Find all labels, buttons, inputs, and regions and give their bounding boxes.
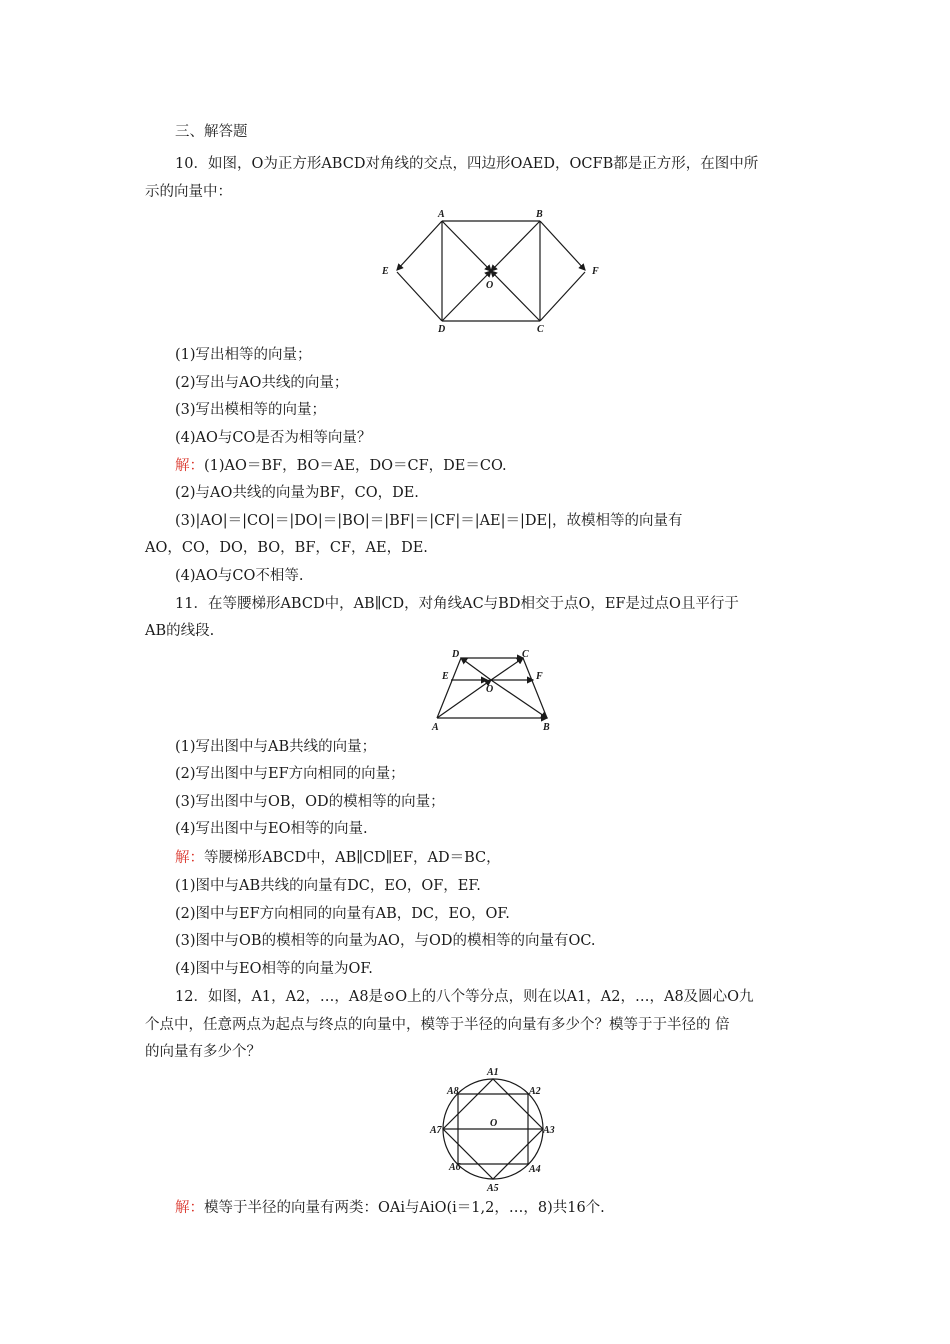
q10-part4: (4)AO与CO是否为相等向量？ bbox=[175, 430, 372, 446]
q10-stem-line1: 10．如图，O为正方形ABCD对角线的交点，四边形OAED，OCFB都是正方形，在图中所 bbox=[175, 156, 759, 172]
q11-answer-intro: 等腰梯形ABCD中，AB∥CD∥EF，AD＝BC， bbox=[204, 850, 501, 866]
q10-answer1: (1)AO＝BF，BO＝AE，DO＝CF，DE＝CO. bbox=[204, 458, 507, 474]
q10-label-a: A bbox=[438, 209, 445, 220]
q10-vector-ae bbox=[397, 221, 442, 270]
q10-label-c: C bbox=[537, 324, 544, 335]
q10-vector-bf bbox=[540, 221, 585, 270]
q10-label-o: O bbox=[486, 280, 494, 291]
q12-label-a2: A2 bbox=[529, 1086, 541, 1097]
q10-vector-co bbox=[491, 271, 540, 321]
q11-vector-od bbox=[461, 658, 491, 680]
q10-vector-ao bbox=[442, 221, 491, 271]
q10-answer4: (4)AO与CO不相等. bbox=[175, 568, 304, 584]
q11-label-f: F bbox=[536, 671, 543, 682]
q11-stem-line1: 11．在等腰梯形ABCD中，AB∥CD，对角线AC与BD相交于点O，EF是过点O且平行于 bbox=[175, 596, 739, 612]
section-title: 三、解答题 bbox=[175, 124, 248, 140]
q10-answer-label: 解： bbox=[175, 458, 204, 474]
q10-answer1-line bbox=[175, 456, 855, 476]
q10-part3: (3)写出模相等的向量； bbox=[175, 402, 327, 418]
q10-label-b: B bbox=[536, 209, 543, 220]
q12-answer-label: 解： bbox=[175, 1200, 204, 1216]
q10-answer3a: (3)|AO|＝|CO|＝|DO|＝|BO|＝|BF|＝|CF|＝|AE|＝|DE|，故模相等的向量有 bbox=[175, 513, 683, 529]
q12-answer-line bbox=[175, 1198, 855, 1218]
q11-part3: (3)写出图中与OB，OD的模相等的向量； bbox=[175, 794, 445, 810]
q11-vector-oc bbox=[491, 658, 523, 680]
q11-stem-line2: AB的线段. bbox=[145, 623, 215, 639]
q10-vector-do bbox=[442, 271, 494, 321]
q11-answer3: (3)图中与OB的模相等的向量为AO，与OD的模相等的向量有OC. bbox=[175, 933, 596, 949]
q10-stem-line2: 示的向量中： bbox=[145, 184, 232, 200]
q12-label-a8: A8 bbox=[447, 1086, 459, 1097]
q11-label-o: O bbox=[486, 684, 494, 695]
q10-label-e: E bbox=[382, 266, 389, 277]
q12-label-a6: A6 bbox=[449, 1162, 461, 1173]
q11-answer-label: 解： bbox=[175, 850, 204, 866]
q12-stem-line2: 个点中，任意两点为起点与终点的向量中，模等于半径的向量有多少个？模等于于半径的 倍 bbox=[145, 1017, 730, 1033]
q12-label-a4: A4 bbox=[529, 1164, 541, 1175]
q10-answer2: (2)与AO共线的向量为BF，CO，DE. bbox=[175, 485, 419, 501]
q12-label-a7: A7 bbox=[430, 1125, 442, 1136]
q10-segment-cf bbox=[540, 272, 585, 321]
q11-label-b: B bbox=[543, 722, 550, 733]
q11-segment-bc bbox=[523, 658, 547, 718]
q10-part2: (2)写出与AO共线的向量； bbox=[175, 375, 349, 391]
q11-answer2: (2)图中与EF方向相同的向量有AB，DC，EO，OF. bbox=[175, 906, 510, 922]
q10-label-f: F bbox=[592, 266, 599, 277]
q11-answer-intro-line bbox=[175, 848, 855, 868]
q11-vector-ob bbox=[491, 680, 547, 718]
q10-figure bbox=[380, 206, 610, 336]
q10-segment-de bbox=[397, 272, 442, 321]
q11-part2: (2)写出图中与EF方向相同的向量； bbox=[175, 766, 405, 782]
q12-label-o: O bbox=[490, 1118, 498, 1129]
q11-label-a: A bbox=[432, 722, 439, 733]
q11-part1: (1)写出图中与AB共线的向量； bbox=[175, 739, 377, 755]
q10-label-d: D bbox=[438, 324, 446, 335]
q11-answer4: (4)图中与EO相等的向量为OF. bbox=[175, 961, 373, 977]
q11-label-e: E bbox=[442, 671, 449, 682]
q12-label-a1: A1 bbox=[487, 1067, 499, 1078]
q12-label-a3: A3 bbox=[543, 1125, 555, 1136]
q12-label-a5: A5 bbox=[487, 1183, 499, 1194]
q11-label-d: D bbox=[452, 649, 460, 660]
q11-part4: (4)写出图中与EO相等的向量. bbox=[175, 821, 368, 837]
q12-answer1: 模等于半径的向量有两类：OAi与AiO(i＝1,2，…，8)共16个. bbox=[204, 1200, 605, 1216]
q10-answer3b: AO，CO，DO，BO，BF，CF，AE，DE. bbox=[145, 540, 428, 556]
q12-stem-line3: 的向量有多少个？ bbox=[145, 1044, 261, 1060]
q12-stem-line1: 12．如图，A1，A2，…，A8是⊙O上的八个等分点，则在以A1，A2，…，A8及圆心O九 bbox=[175, 989, 754, 1005]
q11-answer1: (1)图中与AB共线的向量有DC，EO，OF，EF. bbox=[175, 878, 481, 894]
q11-figure bbox=[425, 646, 560, 736]
q10-vector-bo bbox=[491, 221, 540, 271]
q11-label-c: C bbox=[522, 649, 529, 660]
q12-figure bbox=[425, 1064, 560, 1194]
q10-part1: (1)写出相等的向量； bbox=[175, 347, 312, 363]
